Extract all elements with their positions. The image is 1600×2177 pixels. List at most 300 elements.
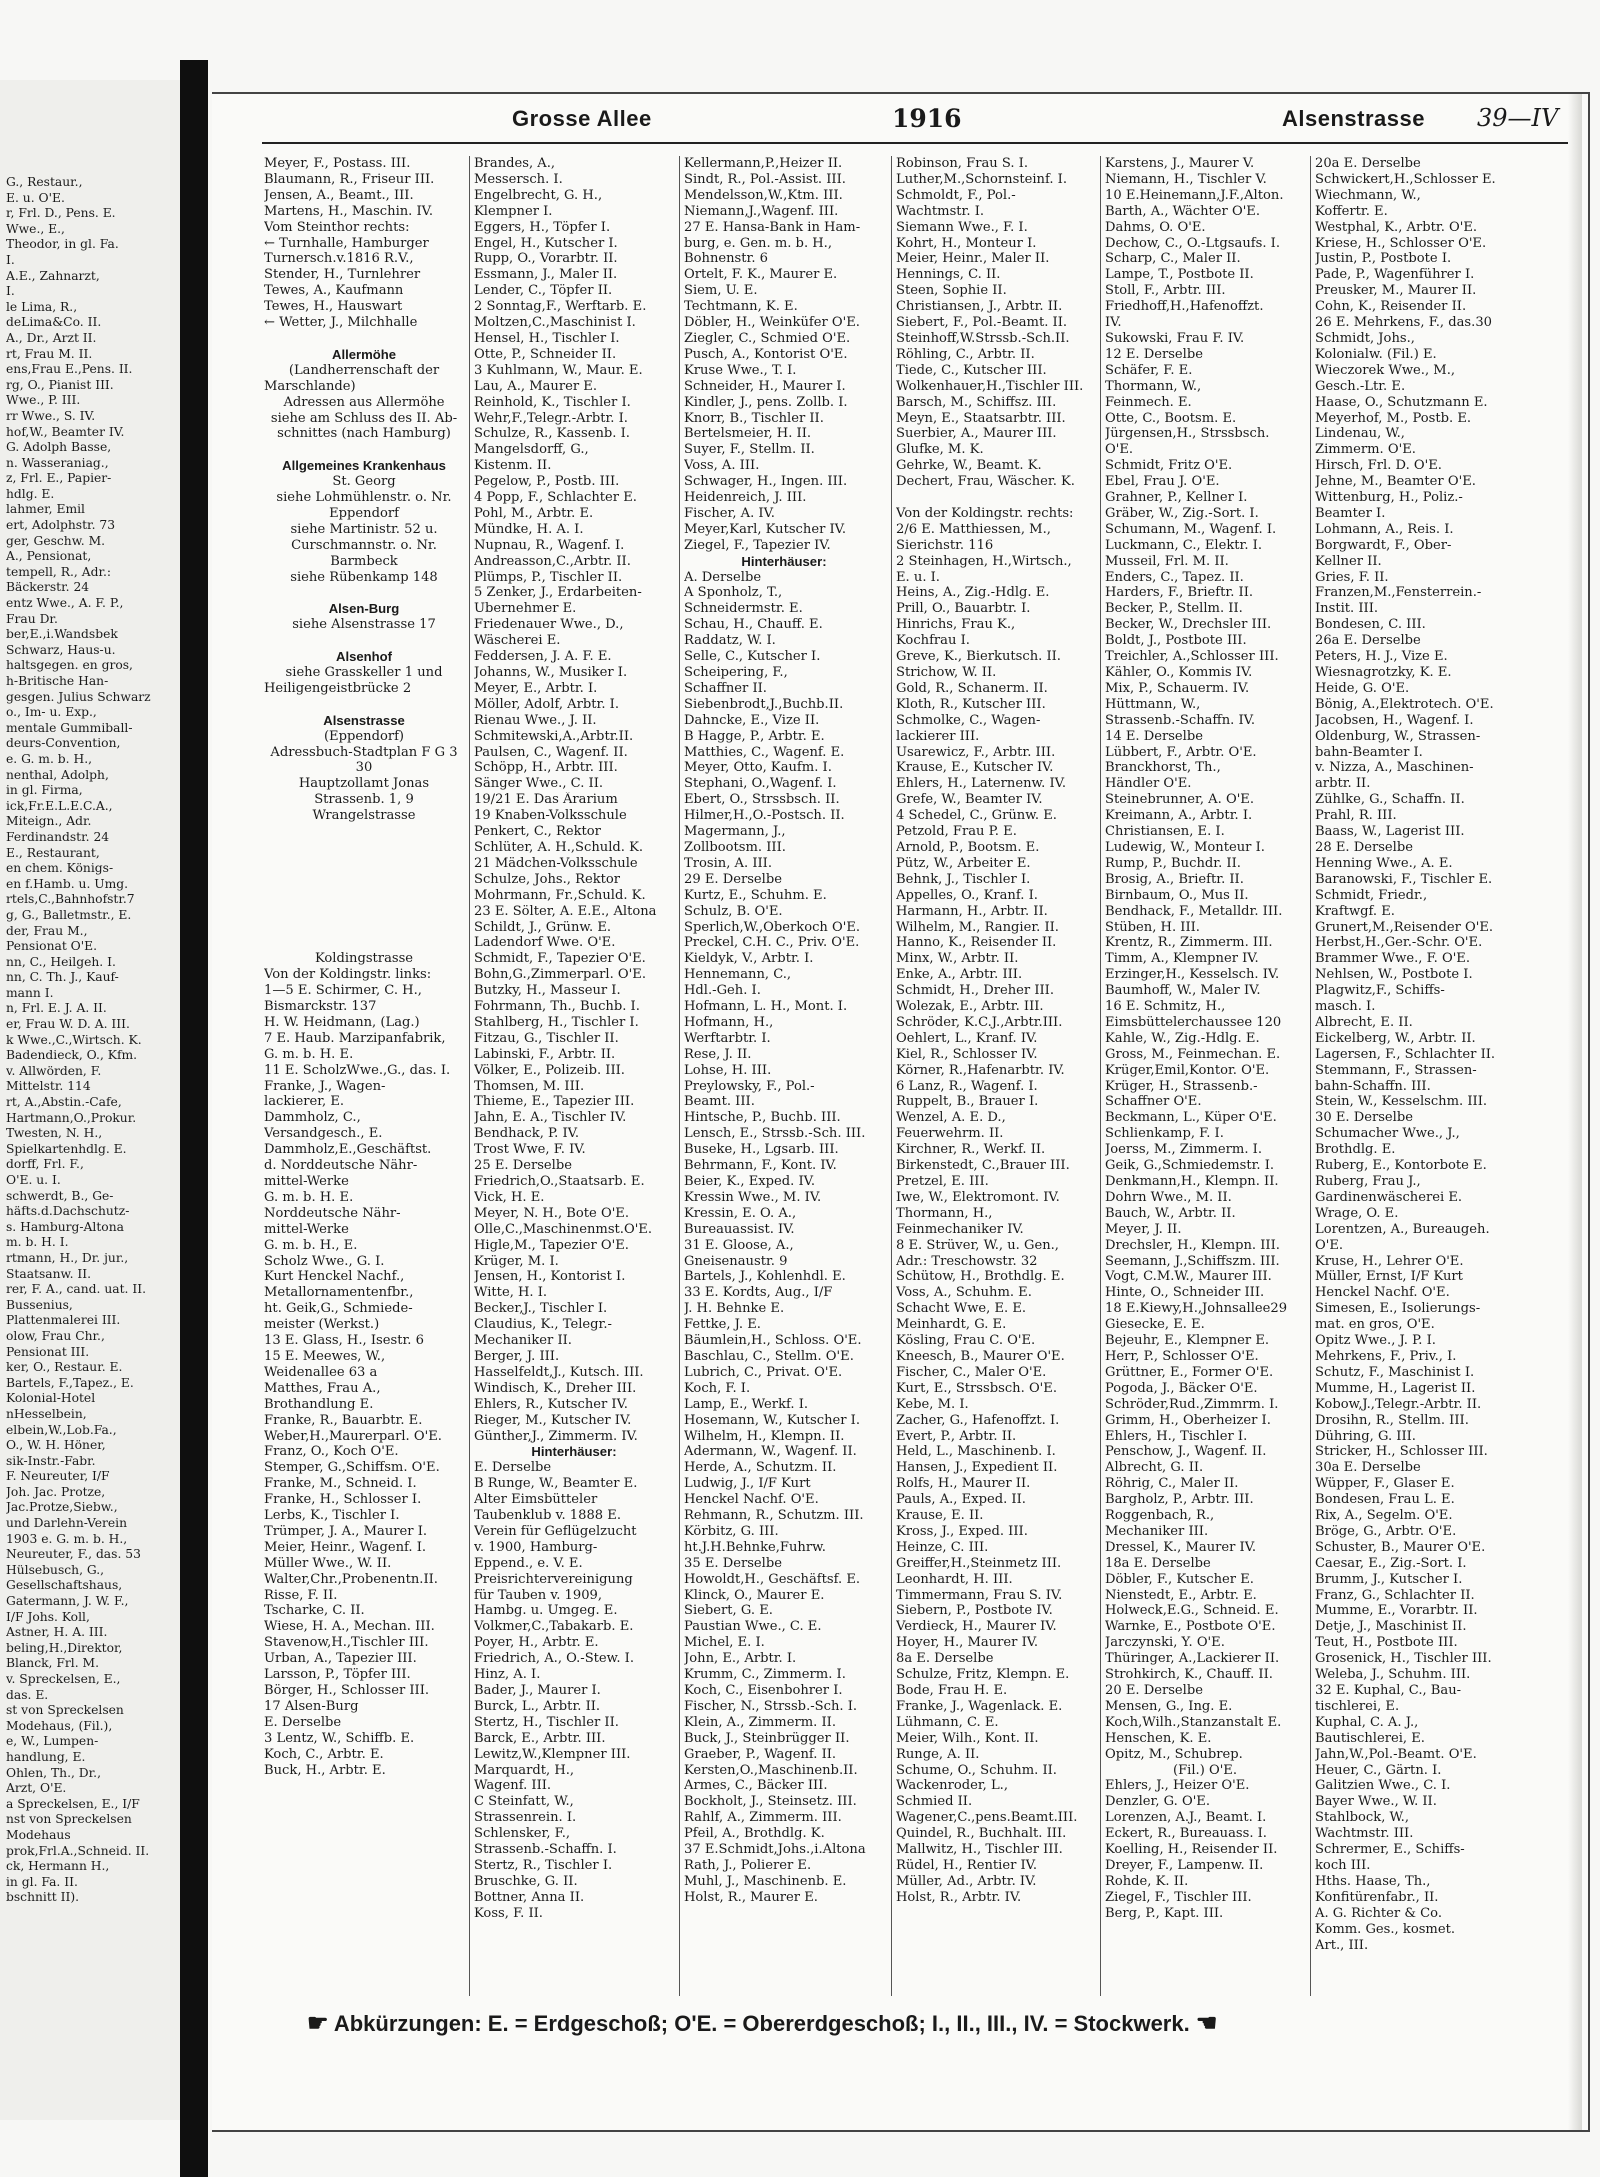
directory-entry: Christiansen, J., Arbtr. II. <box>896 299 1063 315</box>
directory-entry: Wüpper, F., Glaser E. <box>1315 1476 1455 1492</box>
directory-entry <box>264 840 464 856</box>
directory-entry: Schulz, B. O'E. <box>684 903 783 919</box>
directory-entry: Kebe, M. I. <box>896 1396 969 1412</box>
directory-entry: 7 E. Haub. Marzipanfabrik, <box>264 1030 446 1046</box>
directory-entry: Gesch.-Ltr. E. <box>1315 378 1406 394</box>
directory-entry: Hilmer,H.,O.-Postsch. II. <box>684 808 845 824</box>
column-1 <box>264 156 464 1996</box>
directory-entry: Burck, L., Arbtr. II. <box>474 1698 601 1714</box>
directory-entry: Bader, J., Maurer I. <box>474 1683 601 1698</box>
directory-entry: Von der Koldingstr. links: <box>264 967 432 983</box>
directory-entry: Feuerwehrm. II. <box>896 1126 1004 1142</box>
directory-entry: Kistenm. II. <box>474 458 552 474</box>
directory-entry: Weber,H.,Maurerparl. O'E. <box>264 1428 442 1444</box>
directory-entry: Schmidt, Friedr., <box>1315 887 1428 903</box>
directory-entry: Hosemann, W., Kutscher I. <box>684 1412 861 1428</box>
directory-entry: Cohn, K., Reisender II. <box>1315 299 1467 315</box>
directory-entry: Hinterhäuser: <box>531 1444 617 1460</box>
directory-entry: Schwickert,H.,Schlosser E. <box>1315 171 1496 187</box>
directory-entry: Meier, Heinr., Wagenf. I. <box>264 1539 427 1555</box>
directory-entry: Stahlbock, W., <box>1315 1810 1410 1826</box>
directory-entry: O'E. <box>1315 1237 1344 1253</box>
page-number: 39—IV <box>1477 104 1559 132</box>
directory-entry: Sperlich,W.,Oberkoch O'E. <box>684 919 861 935</box>
directory-entry: Schmoldt, F., Pol.- <box>896 187 1016 203</box>
directory-entry: v. Allwörden, F. <box>6 1063 102 1078</box>
directory-entry: Friedrich,O.,Staatsarb. E. <box>474 1174 645 1189</box>
directory-entry: 14 E. Derselbe <box>1105 728 1203 744</box>
directory-entry: Thormann, W., <box>1105 378 1202 394</box>
directory-entry: Schumann, M., Wagenf. I. <box>1105 521 1277 537</box>
directory-entry: Ebert, O., Strssbsch. II. <box>684 792 840 808</box>
directory-entry: en f.Hamb. u. Umg. <box>6 876 129 891</box>
directory-entry: Rese, J. II. <box>684 1046 752 1062</box>
header-right-street: Alsenstrasse <box>1282 106 1425 131</box>
column-5 <box>1105 156 1305 1996</box>
directory-entry: Kolonialw. (Fil.) E. <box>1315 346 1437 362</box>
directory-entry: Hansen, J., Expedient II. <box>896 1460 1058 1476</box>
directory-entry: Penkert, C., Rektor <box>474 824 601 840</box>
directory-entry: Wieczorek Wwe., M., <box>1315 362 1456 378</box>
directory-entry: Paustian Wwe., C. E. <box>684 1619 822 1635</box>
directory-entry: Pegelow, P., Postb. III. <box>474 474 620 490</box>
directory-entry: Rix, A., Segelm. O'E. <box>1315 1508 1453 1524</box>
directory-entry: Wagenf. III. <box>474 1778 552 1794</box>
directory-entry: Adermann, W., Wagenf. II. <box>684 1444 857 1460</box>
directory-entry: Fettke, J. E. <box>684 1317 761 1333</box>
directory-entry: Stricker, H., Schlosser III. <box>1315 1444 1488 1460</box>
directory-entry: Werftarbtr. I. <box>684 1030 771 1046</box>
directory-entry: Koldingstrasse <box>314 951 414 967</box>
directory-entry: Ohlen, Th., Dr., <box>6 1765 102 1780</box>
directory-page <box>212 92 1590 2132</box>
directory-entry: Zollbootsm. III. <box>684 839 786 855</box>
directory-entry: Kloth, R., Kutscher III. <box>896 696 1046 712</box>
directory-entry: e. G. m. b. H., <box>6 751 93 766</box>
directory-entry: Robinson, Frau S. I. <box>896 156 1029 171</box>
directory-entry: Ludewig, W., Monteur I. <box>1105 839 1265 855</box>
directory-entry: Walter,Chr.,Probenentn.II. <box>264 1571 438 1587</box>
directory-entry: Alsenstrasse <box>323 712 405 728</box>
directory-entry: Grunert,M.,Reisender O'E. <box>1315 919 1494 935</box>
directory-entry: Butzky, H., Masseur I. <box>474 983 621 999</box>
directory-entry: Siem, U. E. <box>684 283 758 299</box>
directory-entry: Buck, H., Arbtr. E. <box>264 1762 386 1778</box>
directory-entry: Günther,J., Zimmerm. IV. <box>474 1428 638 1444</box>
directory-entry: Albrecht, E. II. <box>1315 1014 1413 1030</box>
directory-entry: für Tauben v. 1909, <box>474 1587 603 1603</box>
directory-entry: Evert, P., Arbtr. II. <box>896 1428 1017 1444</box>
directory-entry: Instit. III. <box>1315 601 1379 617</box>
directory-entry: lackierer III. <box>896 728 980 744</box>
directory-entry: 32 E. Kuphal, C., Bau- <box>1315 1683 1462 1698</box>
directory-entry: Grüttner, E., Former O'E. <box>1105 1364 1274 1380</box>
directory-entry: Krentz, R., Zimmerm. III. <box>1105 935 1273 951</box>
directory-entry: St. Georg <box>332 474 396 490</box>
directory-entry: (Landherrenschaft der <box>288 362 440 378</box>
directory-entry: nst von Spreckelsen <box>6 1812 132 1827</box>
directory-entry: Simesen, E., Isolierungs- <box>1315 1301 1481 1317</box>
directory-entry: Joerss, M., Zimmerm. I. <box>1105 1142 1262 1158</box>
directory-entry: Hasselfeldt,J., Kutsch. III. <box>474 1364 644 1380</box>
directory-entry <box>264 920 464 936</box>
directory-entry: E. Derselbe <box>474 1460 552 1476</box>
directory-entry: Franke, J., Wagenlack. E. <box>896 1698 1063 1714</box>
directory-entry: Dressel, K., Maurer IV. <box>1105 1539 1257 1555</box>
directory-entry: Bäumlein,H., Schloss. O'E. <box>684 1333 862 1349</box>
directory-entry: Nupnau, R., Wagenf. I. <box>474 537 625 553</box>
directory-entry: Schutz, F., Maschinist I. <box>1315 1364 1475 1380</box>
directory-entry: Kurt, E., Strssbsch. O'E. <box>896 1380 1057 1396</box>
directory-entry: meister (Werkst.) <box>264 1317 380 1333</box>
directory-entry: Erzinger,H., Kesselsch. IV. <box>1105 967 1280 983</box>
directory-entry: Vick, H. E. <box>474 1189 545 1205</box>
directory-entry: Geik, G.,Schmiedemstr. I. <box>1105 1158 1275 1174</box>
directory-entry: Frau Dr. <box>6 611 58 626</box>
directory-entry: Eppend., e. V. E. <box>474 1555 583 1571</box>
directory-entry: Kraftwgf. E. <box>1315 903 1395 919</box>
directory-entry: Bröge, G., Arbtr. O'E. <box>1315 1523 1457 1539</box>
directory-entry: Schmolke, C., Wagen- <box>896 712 1041 728</box>
directory-entry: Blanck, Frl. M. <box>6 1656 100 1671</box>
directory-entry: 2 Sonntag,F., Werftarb. E. <box>474 299 647 315</box>
directory-entry: G., Restaur., <box>6 175 83 189</box>
directory-entry: Jensen, H., Kontorist I. <box>474 1269 626 1285</box>
directory-entry: Brosig, A., Brieftr. II. <box>1105 871 1244 887</box>
directory-entry: Stertz, H., Tischler II. <box>474 1714 619 1730</box>
directory-entry: deurs-Convention, <box>6 736 121 751</box>
directory-entry: F. Neureuter, I/F <box>6 1469 110 1484</box>
directory-entry: Hennings, C. II. <box>896 267 1001 283</box>
directory-entry: Gold, R., Schanerm. II. <box>896 680 1048 696</box>
directory-entry: siehe Alsenstrasse 17 <box>292 617 436 633</box>
directory-entry: Strohkirch, K., Chauff. II. <box>1105 1667 1273 1683</box>
directory-entry: Klinck, O., Maurer E. <box>684 1587 825 1603</box>
directory-entry: Strichow, W. II. <box>896 665 997 680</box>
directory-entry: Lender, C., Töpfer II. <box>474 283 613 299</box>
directory-entry: Siebert, F., Pol.-Beamt. II. <box>896 315 1068 331</box>
directory-entry: Mumme, H., Lagerist II. <box>1315 1380 1476 1396</box>
directory-entry: Techtmann, K. E. <box>684 299 798 315</box>
directory-entry: Holst, R., Maurer E. <box>684 1889 818 1905</box>
directory-entry: Konfitürenfabr., II. <box>1315 1889 1439 1905</box>
directory-entry: 6 Lanz, R., Wagenf. I. <box>896 1078 1038 1094</box>
directory-entry: Baass, W., Lagerist III. <box>1315 824 1465 840</box>
directory-entry: haltsgegen. en gros, <box>6 658 133 673</box>
directory-entry: Meyer, J. II. <box>1105 1221 1182 1237</box>
directory-entry: Art., III. <box>1315 1937 1369 1953</box>
directory-entry: Schau, H., Chauff. E. <box>684 617 823 633</box>
directory-entry: Preisrichtervereinigung <box>474 1571 633 1587</box>
header-rule <box>262 142 1568 144</box>
directory-entry: Stephani, O.,Wagenf. I. <box>684 776 837 792</box>
directory-entry: Becker, W., Drechsler III. <box>1105 617 1272 633</box>
directory-entry: ← Wetter, J., Milchhalle <box>264 315 418 331</box>
directory-entry: Krüger, M. I. <box>474 1253 559 1269</box>
directory-entry: 18a E. Derselbe <box>1105 1555 1211 1571</box>
directory-entry: Meyerhof, M., Postb. E. <box>1315 410 1472 426</box>
directory-entry: Sindt, R., Pol.-Assist. III. <box>684 171 846 187</box>
previous-page-fragment <box>0 80 183 2120</box>
directory-entry: Behnk, J., Tischler I. <box>896 871 1031 887</box>
directory-entry: Niemann,J.,Wagenf. III. <box>684 203 839 219</box>
directory-entry: Baranowski, F., Tischler E. <box>1315 871 1493 887</box>
directory-entry: rt, Frau M. II. <box>6 346 93 361</box>
directory-entry: Galitzien Wwe., C. I. <box>1315 1778 1451 1794</box>
directory-entry: 11 E. ScholzWwe.,G., das. I. <box>264 1062 451 1078</box>
directory-entry: Fischer, N., Strssb.-Sch. I. <box>684 1698 858 1714</box>
directory-entry: Magermann, J., <box>684 824 786 840</box>
directory-entry: Dohrn Wwe., M. II. <box>1105 1189 1232 1205</box>
directory-entry: Steinebrunner, A. O'E. <box>1105 792 1255 808</box>
directory-entry: Kindler, J., pens. Zollb. I. <box>684 394 848 410</box>
directory-entry: Ruberg, E., Kontorbote E. <box>1315 1158 1487 1174</box>
header-left-street: Grosse Allee <box>512 106 652 131</box>
directory-entry: 1903 e. G. m. b. H., <box>6 1531 128 1546</box>
directory-entry: bschnitt II). <box>6 1890 80 1905</box>
directory-entry: Karstens, J., Maurer V. <box>1105 156 1255 171</box>
directory-entry: (Eppendorf) <box>323 728 405 744</box>
directory-entry: Luckmann, C., Elektr. I. <box>1105 537 1263 553</box>
directory-entry: Schwarz, Haus-u. <box>6 642 116 657</box>
directory-entry: Roggenbach, R., <box>1105 1508 1215 1524</box>
directory-entry: Dechert, Frau, Wäscher. K. <box>896 474 1075 490</box>
directory-entry: Übernehmer E. <box>474 601 577 617</box>
directory-entry: Westphal, K., Arbtr. O'E. <box>1315 219 1478 235</box>
directory-entry: Franke, R., Bauarbtr. E. <box>264 1412 423 1428</box>
directory-entry: Henning Wwe., A. E. <box>1315 855 1453 871</box>
directory-entry: Wrage, O. E. <box>1315 1205 1399 1221</box>
directory-entry: A Sponholz, T., <box>684 585 783 601</box>
directory-entry: Schulze, R., Kassenb. I. <box>474 426 630 442</box>
directory-entry: Modehaus <box>6 1827 71 1842</box>
directory-entry: 33 E. Kordts, Aug., I/F <box>684 1285 833 1301</box>
directory-entry: Wwe., E., <box>6 221 65 236</box>
directory-entry: Messersch. I. <box>474 171 563 187</box>
directory-entry: Taubenklub v. 1888 E. <box>474 1508 621 1524</box>
directory-entry: Heins, A., Zig.-Hdlg. E. <box>896 585 1050 601</box>
directory-entry: dorff, Frl. F., <box>6 1157 84 1172</box>
directory-entry: Suyer, F., Stellm. II. <box>684 442 815 458</box>
directory-entry: le Lima, R., <box>6 299 78 314</box>
directory-entry: Kressin, E. O. A., <box>684 1205 797 1221</box>
directory-entry: Ziegler, C., Schmied O'E. <box>684 330 851 346</box>
directory-entry: Koffertr. E. <box>1315 203 1388 219</box>
directory-entry: Thormann, H., <box>896 1205 993 1221</box>
directory-entry: Johanns, W., Musiker I. <box>474 665 628 680</box>
directory-entry: Völker, E., Polizeib. III. <box>474 1062 625 1078</box>
directory-entry: Rieger, M., Kutscher IV. <box>474 1412 632 1428</box>
directory-entry: nHesselbein, <box>6 1406 87 1421</box>
directory-entry: Döbler, F., Kutscher E. <box>1105 1571 1254 1587</box>
directory-entry: Fitzau, G., Tischler II. <box>474 1030 619 1046</box>
directory-entry <box>264 697 464 713</box>
directory-entry: 19/21 E. Das Ärarium <box>474 792 618 808</box>
directory-entry: Gehrke, W., Beamt. K. <box>896 458 1042 474</box>
directory-entry: ht.J.H.Behnke,Fuhrw. <box>684 1539 826 1555</box>
directory-entry: Eggers, H., Töpfer I. <box>474 219 611 235</box>
directory-entry: Berger, J. III. <box>474 1348 560 1364</box>
directory-entry: Barsch, M., Schiffsz. III. <box>896 394 1057 410</box>
directory-entry: Pretzel, E. III. <box>896 1174 989 1189</box>
directory-entry: Wachtmstr. I. <box>896 203 985 219</box>
directory-entry: Möller, Adolf, Arbtr. I. <box>474 696 620 712</box>
directory-entry: Eickelberg, W., Arbtr. II. <box>1315 1030 1476 1046</box>
directory-entry: Bottner, Anna II. <box>474 1889 585 1905</box>
directory-entry: a Spreckelsen, E., I/F <box>6 1796 140 1811</box>
directory-entry: Schacht Wwe, E. E. <box>896 1301 1027 1317</box>
directory-entry: o., Im- u. Exp., <box>6 705 97 720</box>
directory-entry: Wilhelm, H., Klempn. II. <box>684 1428 845 1444</box>
directory-entry: Schröder, K.C.J.,Arbtr.III. <box>896 1014 1063 1030</box>
directory-entry: Ruberg, Frau J., <box>1315 1174 1421 1189</box>
directory-entry: Windisch, K., Dreher III. <box>474 1380 637 1396</box>
directory-entry: s. Hamburg-Altona <box>6 1219 124 1234</box>
directory-entry: Hdl.-Geh. I. <box>684 983 761 999</box>
directory-entry <box>264 904 464 920</box>
directory-entry: rtmann, H., Dr. jur., <box>6 1250 129 1265</box>
directory-entry: Schlienkamp, F. I. <box>1105 1126 1224 1142</box>
directory-entry: Steinhoff,W.Strssb.-Sch.II. <box>896 330 1070 346</box>
directory-entry: Norddeutsche Nähr- <box>264 1205 401 1221</box>
directory-entry: Beckmann, L., Küper O'E. <box>1105 1110 1277 1126</box>
book-binding-gutter <box>180 60 208 2177</box>
directory-entry: bahn-Schaffn. III. <box>1315 1078 1431 1094</box>
directory-entry: Barck, E., Arbtr. III. <box>474 1730 606 1746</box>
directory-entry: Peters, H. J., Vize E. <box>1315 649 1448 665</box>
directory-entry: rer, F. A., cand. uat. II. <box>6 1282 147 1297</box>
directory-entry: Thüringer, A.,Lackierer II. <box>1105 1651 1280 1667</box>
directory-entry: Kersten,O.,Maschinenb.II. <box>684 1762 858 1778</box>
directory-entry: Usarewicz, F., Arbtr. III. <box>896 744 1056 760</box>
directory-entry: E., Restaurant, <box>6 845 100 860</box>
directory-entry: Justin, P., Postbote I. <box>1315 251 1452 267</box>
directory-entry: Komm. Ges., kosmet. <box>1315 1921 1456 1937</box>
directory-entry: Brothdlg. E. <box>1315 1142 1396 1158</box>
directory-entry: 15 E. Meewes, W., <box>264 1348 386 1364</box>
directory-entry: rg, O., Pianist III. <box>6 377 114 392</box>
directory-entry: I. <box>6 284 15 299</box>
directory-entry: Krüger, H., Strassenb.- <box>1105 1078 1258 1094</box>
directory-entry: 30 E. Derselbe <box>1315 1110 1413 1126</box>
directory-entry: Brumm, J., Kutscher I. <box>1315 1571 1463 1587</box>
column-2 <box>474 156 674 1996</box>
directory-entry: Kohrt, H., Monteur I. <box>896 235 1037 251</box>
directory-entry: tischlerei, E. <box>1315 1698 1400 1714</box>
directory-entry: Moltzen,C.,Maschinist I. <box>474 315 636 331</box>
directory-entry: häfts.d.Dachschutz- <box>6 1204 130 1219</box>
directory-entry: Labinski, F., Arbtr. II. <box>474 1046 616 1062</box>
directory-entry: Gross, M., Feinmechan. E. <box>1105 1046 1281 1062</box>
directory-entry: Grahner, P., Kellner I. <box>1105 490 1248 506</box>
directory-entry: Friedrich, A., O.-Stew. I. <box>474 1651 634 1667</box>
directory-entry: Turnersch.v.1816 R.V., <box>264 251 414 267</box>
directory-entry <box>264 888 464 904</box>
directory-entry: Prill, O., Bauarbtr. I. <box>896 601 1031 617</box>
directory-entry: Schrermer, E., Schiffs- <box>1315 1842 1465 1858</box>
directory-entry: Jarczynski, Y. O'E. <box>1105 1635 1225 1651</box>
directory-entry: Lübbert, F., Arbtr. O'E. <box>1105 744 1257 760</box>
directory-entry: Thomsen, M. III. <box>474 1078 585 1094</box>
directory-entry: Lagersen, F., Schlachter II. <box>1315 1046 1496 1062</box>
directory-entry: Stender, H., Turnlehrer <box>264 267 421 283</box>
directory-entry: 27 E. Hansa-Bank in Ham- <box>684 219 861 235</box>
directory-entry: Scholz Wwe., G. I. <box>264 1253 385 1269</box>
directory-entry: 8 E. Strüver, W., u. Gen., <box>896 1237 1059 1253</box>
directory-entry: Mittelstr. 114 <box>6 1079 91 1094</box>
directory-entry: Enders, C., Tapez. II. <box>1105 569 1244 585</box>
directory-entry: Wiese, H. A., Mechan. III. <box>264 1619 435 1635</box>
directory-entry: und Darlehn-Verein <box>6 1516 128 1531</box>
directory-entry: Tewes, H., Hauswart <box>264 299 403 315</box>
directory-entry: Koch, C., Arbtr. E. <box>264 1746 384 1762</box>
directory-entry: nn, C., Heilgeh. I. <box>6 954 116 969</box>
directory-entry: Pohl, M., Arbtr. E. <box>474 505 594 521</box>
directory-entry: Versandgesch., E. <box>264 1126 383 1142</box>
directory-entry: Adressen aus Allermöhe <box>283 394 445 410</box>
column-divider <box>679 156 680 1996</box>
directory-entry: Herr, P., Schlosser O'E. <box>1105 1348 1259 1364</box>
directory-entry: rtels,C.,Bahnhofstr.7 <box>6 892 135 907</box>
directory-entry: Modehaus, (Fil.), <box>6 1718 113 1733</box>
directory-entry: Wachtmstr. III. <box>1315 1826 1414 1842</box>
directory-entry: Mensen, G., Ing. E. <box>1105 1698 1233 1714</box>
directory-entry: Brammer Wwe., F. O'E. <box>1315 951 1471 967</box>
directory-entry: Ehlers, R., Kutscher IV. <box>474 1396 628 1412</box>
directory-entry: sik-Instr.-Fabr. <box>6 1453 96 1468</box>
column-4 <box>896 156 1094 1996</box>
directory-entry: Mündke, H. A. I. <box>474 521 584 537</box>
directory-entry: Behrmann, F., Kont. IV. <box>684 1158 837 1174</box>
directory-entry: 26 E. Mehrkens, F., das.30 <box>1315 315 1492 331</box>
directory-entry: 2 Steinhagen, H.,Wirtsch., <box>896 553 1072 569</box>
directory-entry: Jensen, A., Beamt., III. <box>264 187 414 203</box>
directory-entry: 26a E. Derselbe <box>1315 633 1421 649</box>
directory-entry: Kuphal, C. A. J., <box>1315 1714 1419 1730</box>
directory-entry: Bendhack, P. IV. <box>474 1126 579 1142</box>
directory-entry: Dammholz,E.,Geschäftst. <box>264 1142 432 1158</box>
directory-entry: Wilhelm, M., Rangier. II. <box>896 919 1059 935</box>
directory-entry: Schmied II. <box>896 1794 973 1810</box>
directory-entry: Schaffner O'E. <box>1105 1094 1202 1110</box>
directory-entry: ger, Geschw. M. <box>6 533 106 548</box>
directory-entry: Ladendorf Wwe. O'E. <box>474 935 616 951</box>
directory-entry: 21 Mädchen-Volksschule <box>474 855 638 871</box>
directory-entry: Stavenow,H.,Tischler III. <box>264 1635 429 1651</box>
previous-page-column <box>6 175 174 2015</box>
directory-entry: schnittes (nach Hamburg) <box>277 426 451 442</box>
directory-entry: Franz, G., Schlachter II. <box>1315 1587 1475 1603</box>
directory-entry: 13 E. Glass, H., Isestr. 6 <box>264 1333 424 1349</box>
directory-entry: Kolonial-Hotel <box>6 1391 96 1406</box>
directory-entry: Hinterhäuser: <box>741 553 827 569</box>
directory-entry: A., Pensionat, <box>6 549 92 564</box>
directory-entry: Koch,Wilh.,Stanzanstalt E. <box>1105 1714 1282 1730</box>
directory-entry: Drosihn, R., Stellm. III. <box>1315 1412 1469 1428</box>
directory-entry: Mechaniker II. <box>474 1333 572 1349</box>
directory-entry: Brandes, A., <box>474 156 556 171</box>
directory-entry: Döbler, H., Weinküfer O'E. <box>684 315 860 331</box>
directory-entry: Marquardt, H., <box>474 1762 575 1778</box>
directory-entry: Schildt, J., Grünw. E. <box>474 919 612 935</box>
directory-entry: Bruschke, G. II. <box>474 1873 578 1889</box>
directory-entry: 30 <box>355 760 373 776</box>
directory-entry: lackierer, E. <box>264 1094 345 1110</box>
directory-entry: Franke, M., Schneid. I. <box>264 1476 417 1492</box>
directory-entry: Müller, Ernst, I/F Kurt <box>1315 1269 1463 1285</box>
directory-entry: Strassenb.-Schaffn. IV. <box>1105 712 1255 728</box>
directory-entry: Witte, H. I. <box>474 1285 548 1301</box>
